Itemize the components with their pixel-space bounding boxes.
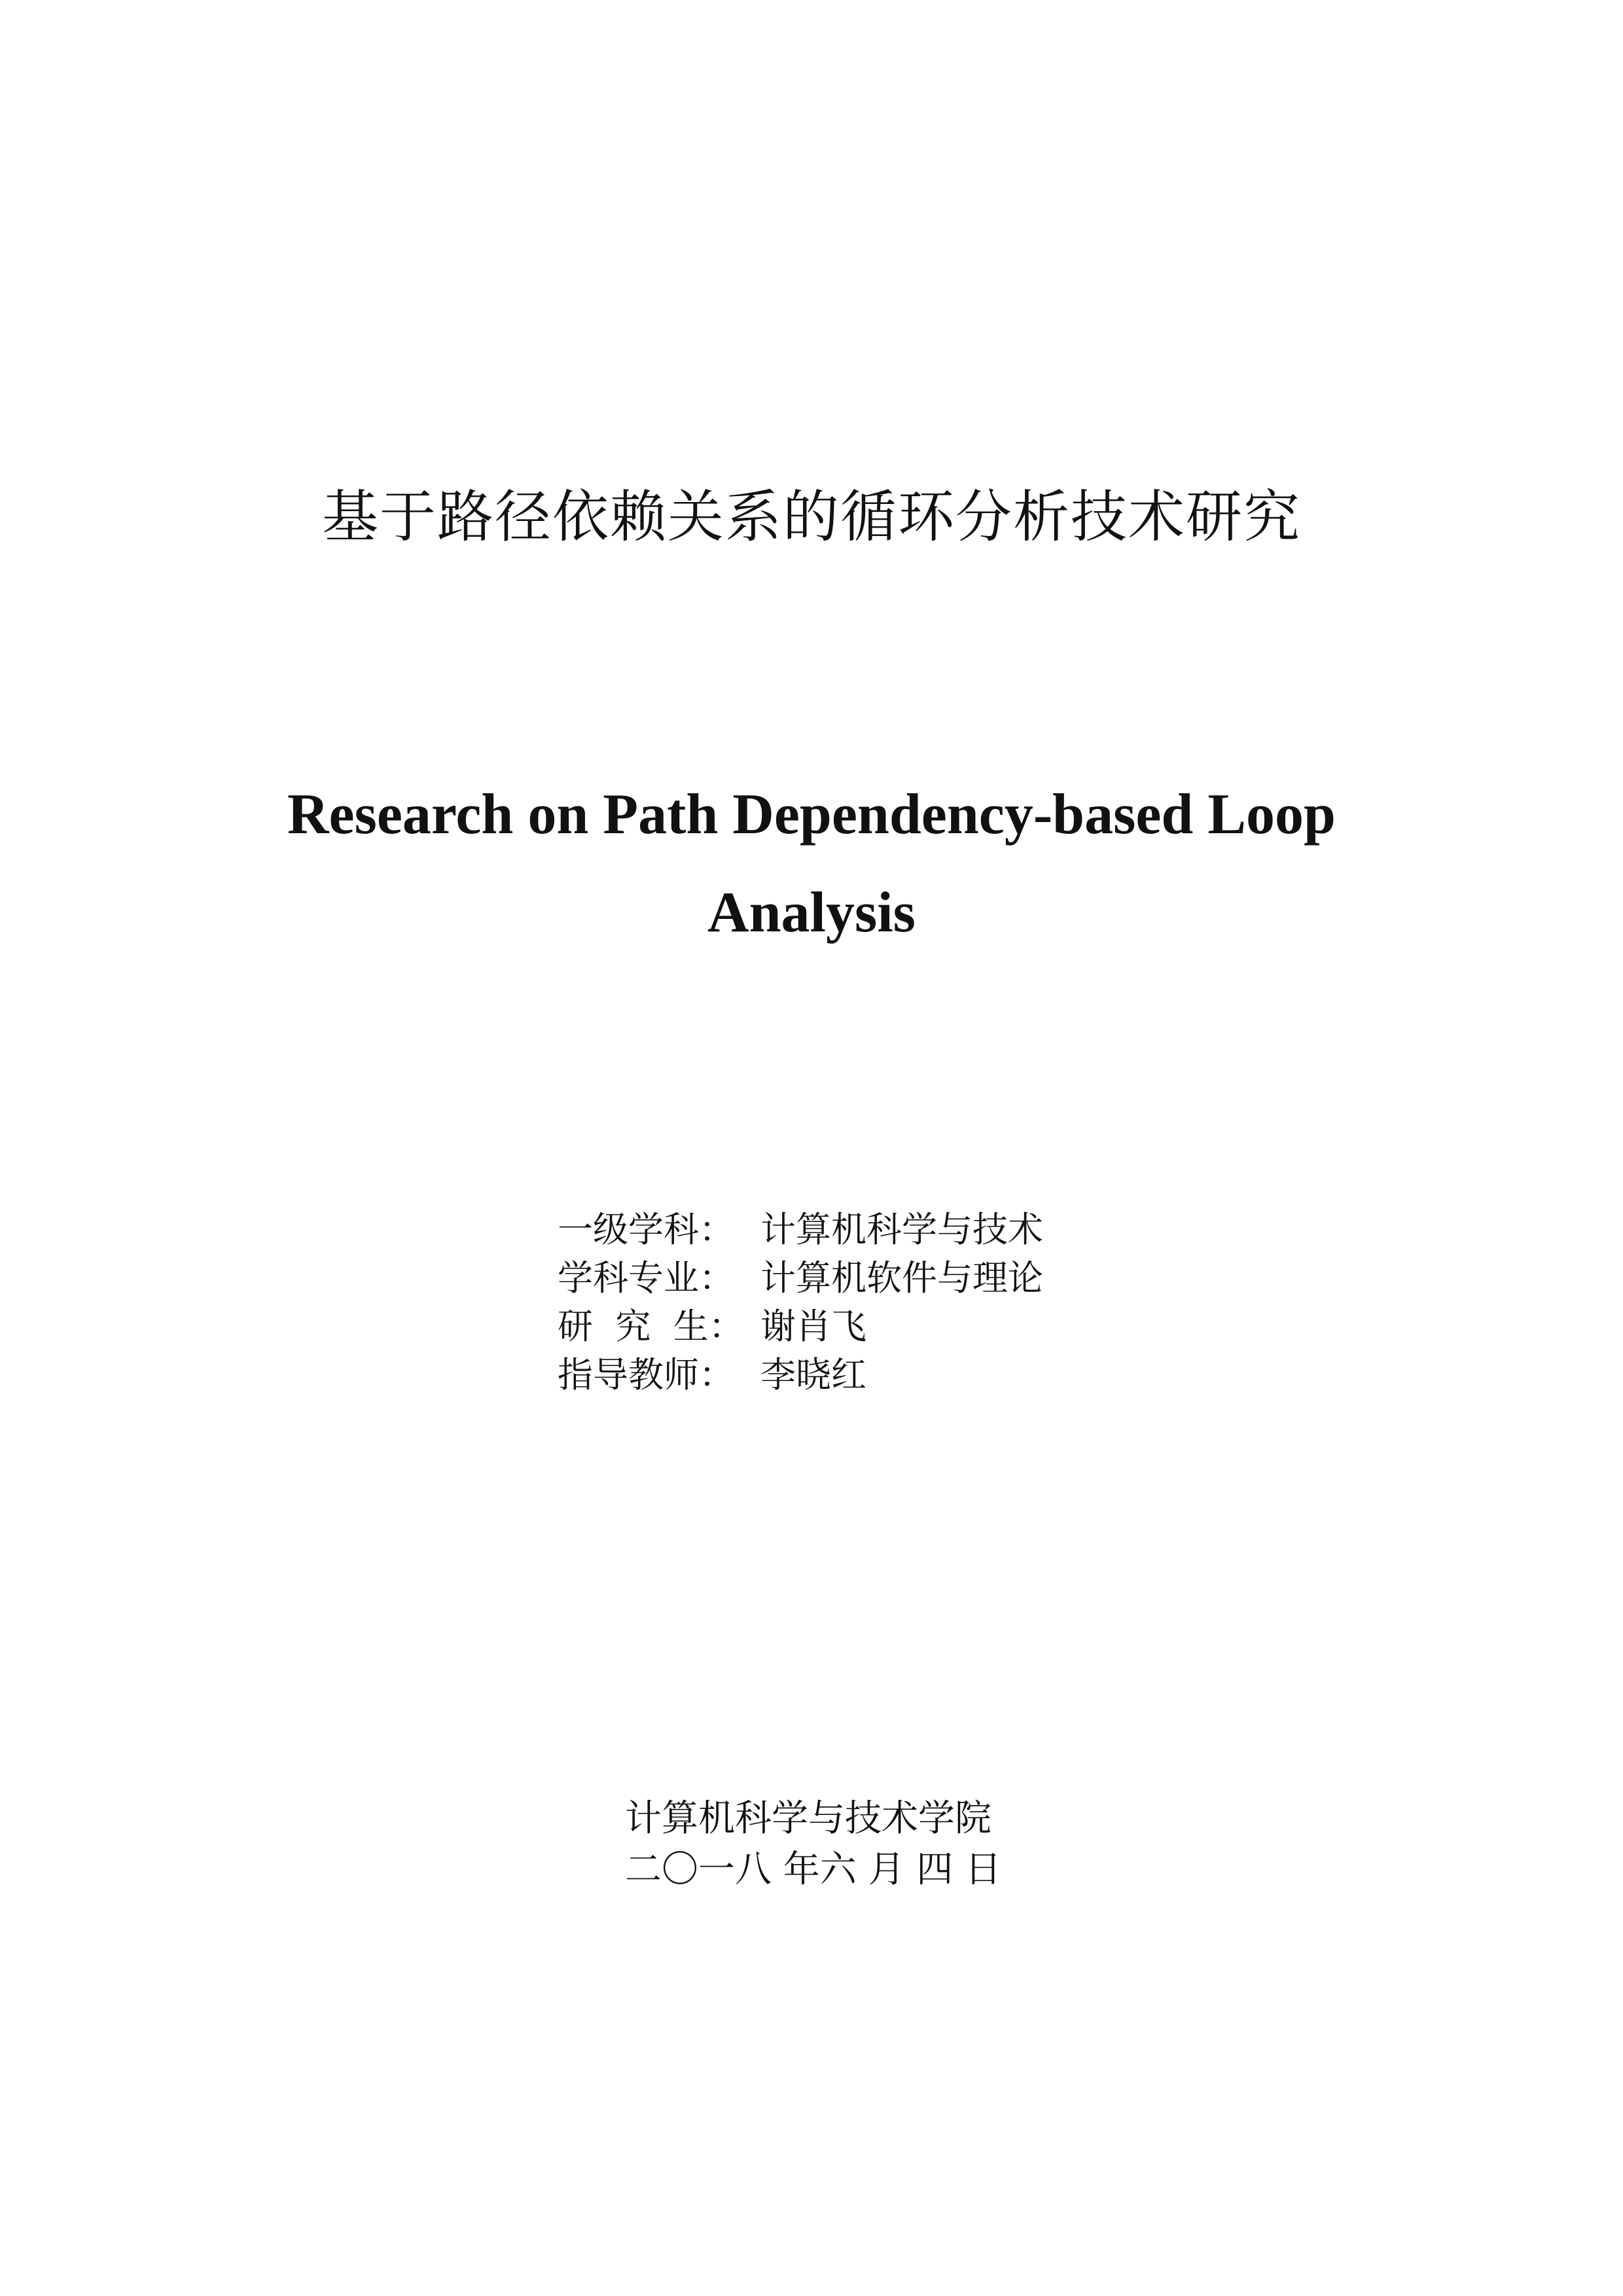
info-value: 计算机软件与理论 <box>760 1257 1043 1299</box>
info-value: 李晓红 <box>760 1354 866 1395</box>
info-value: 谢肖飞 <box>760 1306 866 1347</box>
info-label: 指导教师： <box>558 1354 734 1395</box>
info-label: 研 究 生： <box>558 1306 744 1347</box>
info-row-advisor <box>558 1351 1043 1399</box>
info-row-student <box>558 1302 1043 1351</box>
info-value: 计算机科学与技术 <box>760 1209 1043 1250</box>
info-label: 学科专业： <box>558 1257 734 1299</box>
info-label: 一级学科： <box>558 1209 734 1250</box>
submission-date: 二〇一八 年六 月 四 日 <box>625 1848 1002 1891</box>
english-title <box>0 766 1623 962</box>
thesis-info-block <box>558 1206 1043 1399</box>
info-row-discipline <box>558 1206 1043 1254</box>
cover-footer <box>625 1793 1001 1895</box>
chinese-title: 基于路径依赖关系的循环分析技术研究 <box>322 484 1301 550</box>
info-row-major <box>558 1254 1043 1302</box>
institution-name: 计算机科学与技术学院 <box>625 1797 991 1840</box>
english-title-line-2: Analysis <box>707 881 916 944</box>
english-title-line-1: Research on Path Dependency-based Loop <box>287 783 1336 846</box>
